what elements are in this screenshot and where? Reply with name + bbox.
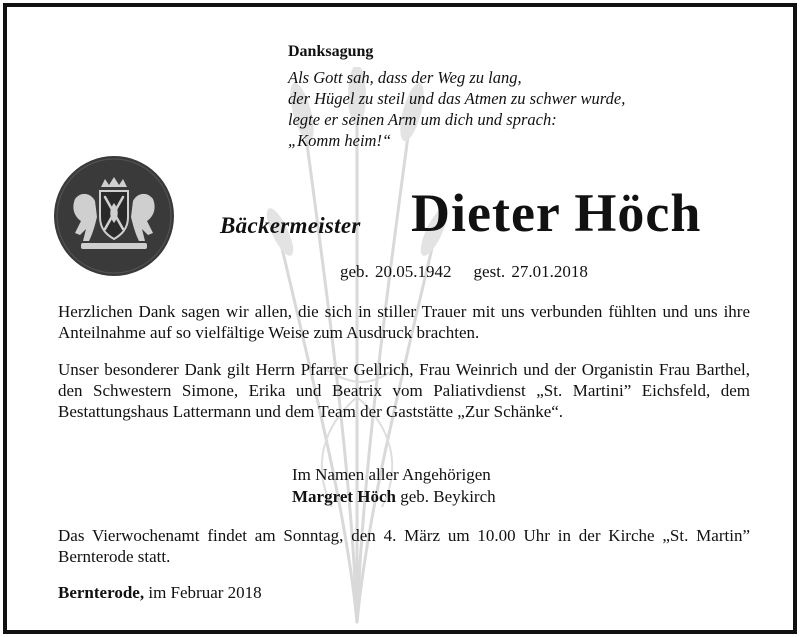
poem-line: „Komm heim!“ — [288, 131, 392, 150]
date: im Februar 2018 — [148, 583, 262, 602]
poem-line: Als Gott sah, dass der Weg zu lang, — [288, 68, 522, 87]
mass-announcement: Das Vierwochenamt findet am Sonntag, den 4. März um 10.00 Uhr in der Kirche „St. Martin” Bernterode statt. — [58, 526, 750, 566]
obituary-frame — [3, 3, 797, 634]
special-thanks-paragraph: Unser besonderer Dank gilt Herrn Pfarrer Gellrich, Frau Weinrich und der Organistin Frau Barthel, den Schwestern Simone, Erika und Beatrix vom Paliativdienst „St. Martini” Eichsfeld, dem Bestattungshaus Lattermann und dem Team der Gaststätte „Zur Schänke“. — [58, 360, 750, 421]
place: Bernterode, — [58, 583, 145, 602]
poem-line: legte er seinen Arm um dich und sprach: — [288, 110, 557, 129]
signature-block — [292, 464, 496, 508]
signature-suffix: geb. Beykirch — [400, 487, 496, 506]
place-date-line — [58, 583, 262, 603]
signature-line — [292, 486, 496, 508]
life-dates — [340, 262, 610, 282]
birth-date: geb. 20.05.1942 — [340, 262, 452, 281]
signature-name: Margret Höch — [292, 487, 397, 506]
title-prefix: Bäckermeister — [220, 213, 361, 238]
poem-line: der Hügel zu steil und das Atmen zu schwer wurde, — [288, 89, 626, 108]
poem — [288, 67, 625, 151]
deceased-name: Dieter Höch — [411, 183, 702, 243]
thanks-paragraph: Herzlichen Dank sagen wir allen, die sich in stiller Trauer mit uns verbunden fühlten und uns ihre Anteilnahme auf so vielfältige Weise zum Ausdruck brachten. — [58, 302, 750, 342]
signature-intro: Im Namen aller Angehörigen — [292, 465, 491, 484]
heading: Danksagung — [288, 43, 374, 60]
death-date: gest. 27.01.2018 — [473, 262, 588, 281]
bakers-guild-emblem-icon — [53, 155, 175, 277]
